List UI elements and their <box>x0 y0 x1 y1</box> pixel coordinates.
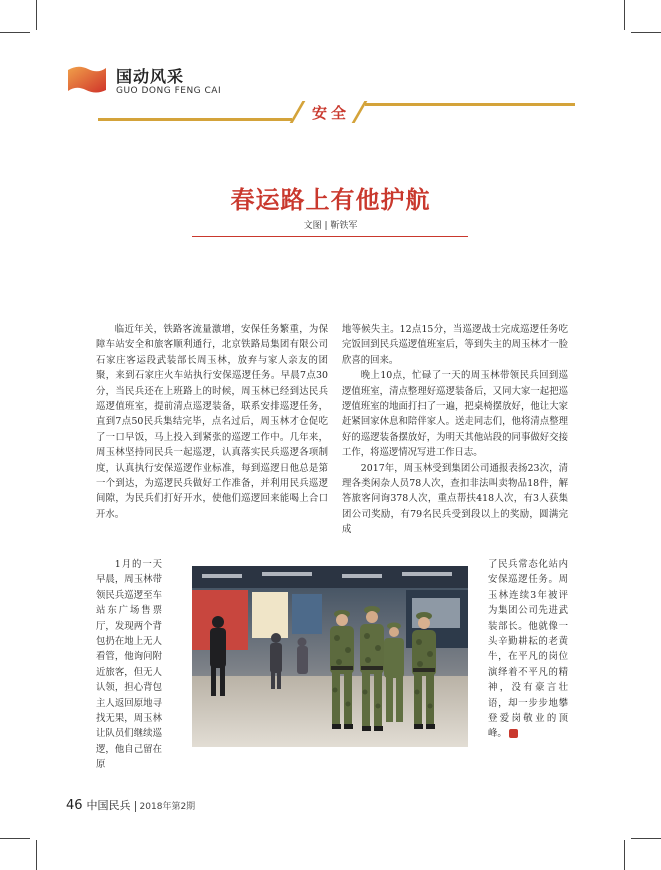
title-rule <box>192 236 468 237</box>
article-title: 春运路上有他护航 <box>230 186 431 214</box>
article-byline: 文图 | 靳铁军 <box>303 221 358 231</box>
crop-mark <box>0 838 30 839</box>
crop-mark <box>624 0 625 30</box>
column-subtitle: GUO DONG FENG CAI <box>116 86 222 96</box>
page-footer <box>66 797 195 813</box>
page-number: 46 <box>66 798 83 813</box>
crop-mark <box>36 840 37 870</box>
article-column-left <box>96 322 328 522</box>
section-rule-right <box>365 103 575 106</box>
paragraph: 2017年，周玉林受到集团公司通报表扬23次，清理各类闲杂人员78人次，查扣非法叫卖物品18件，解答旅客问询378人次，重点帮扶418人次，有3人获集团公司奖励，有79名民兵受到段以上的奖励，圆满完成 <box>342 462 568 536</box>
issue-label: 2018年第2期 <box>139 802 196 812</box>
magazine-name: 中国民兵 <box>86 799 131 812</box>
paragraph: 1月的一天早晨，周玉林带领民兵巡逻至车站东广场售票厅，发现两个背包扔在地上无人看管，他询问附近旅客，但无人认领，担心背包主人返回原地寻找无果，周玉林让队员们继续巡逻，他自己留在原 <box>96 559 162 771</box>
paragraph: 晚上10点，忙碌了一天的周玉林带领民兵回到巡逻值班室，清点整理好巡逻装备后，又同大家一起把巡逻值班室的地面打扫了一遍，把桌椅摆放好，他让大家赶紧回家休息和陪伴家人。送走同志们，他将清点整理好的巡逻装备摆放好，为明天其他站段的同事做好交接工作，将巡逻情况写进工作日志。 <box>342 370 568 459</box>
station-patrol-photo <box>192 566 468 747</box>
section-label: 安全 <box>312 104 351 122</box>
crop-mark <box>631 838 661 839</box>
footer-divider <box>135 801 136 812</box>
flag-icon <box>66 64 106 96</box>
paragraph: 了民兵常态化站内安保巡逻任务。周玉林连续3年被评为集团公司先进武装部长。他就像一头辛勤耕耘的老黄牛，在平凡的岗位演绎着不平凡的精神，没有豪言壮语，却一步步地攀登爱岗敬业的顶峰。 <box>488 559 568 740</box>
column-title: 国动风采 <box>116 67 185 86</box>
article-wrap-right <box>488 557 568 742</box>
paragraph: 临近年关，铁路客流量激增，安保任务繁重，为保障车站安全和旅客顺利通行，北京铁路局集团有限公司石家庄客运段武装部长周玉林，放弃与家人亲友的团聚，来到石家庄火车站执行安保巡逻任务。早晨7点30分，当民兵还在上班路上的时候，周玉林已经到达民兵巡逻值班室，提前清点巡逻装备，联系安排巡逻任务，直到7点50民兵集结完毕，点名过后，周玉林才仓促吃了一口早饭，马上投入到紧张的巡逻工作中。几年来，周玉林坚持同民兵一起巡逻，认真落实民兵巡逻各项制度，认真执行安保巡逻作业标准，每到巡逻日他总是第一个到达，为巡逻民兵做好工作准备，并利用民兵巡逻间隙，为民兵们打好开水，使他们巡逻回来能喝上合口开水。 <box>96 324 328 520</box>
crop-mark <box>624 840 625 870</box>
crop-mark <box>0 32 30 33</box>
section-rule-left <box>98 118 292 121</box>
end-mark-icon <box>509 729 518 738</box>
paragraph: 地等候失主。12点15分，当巡逻战士完成巡逻任务吃完饭回到民兵巡逻值班室后，等到失主的周玉林才一脸欣喜的回来。 <box>342 324 568 366</box>
crop-mark <box>631 32 661 33</box>
article-column-right <box>342 322 568 538</box>
crop-mark <box>36 0 37 30</box>
article-wrap-left <box>96 557 162 773</box>
section-slash <box>290 101 306 123</box>
